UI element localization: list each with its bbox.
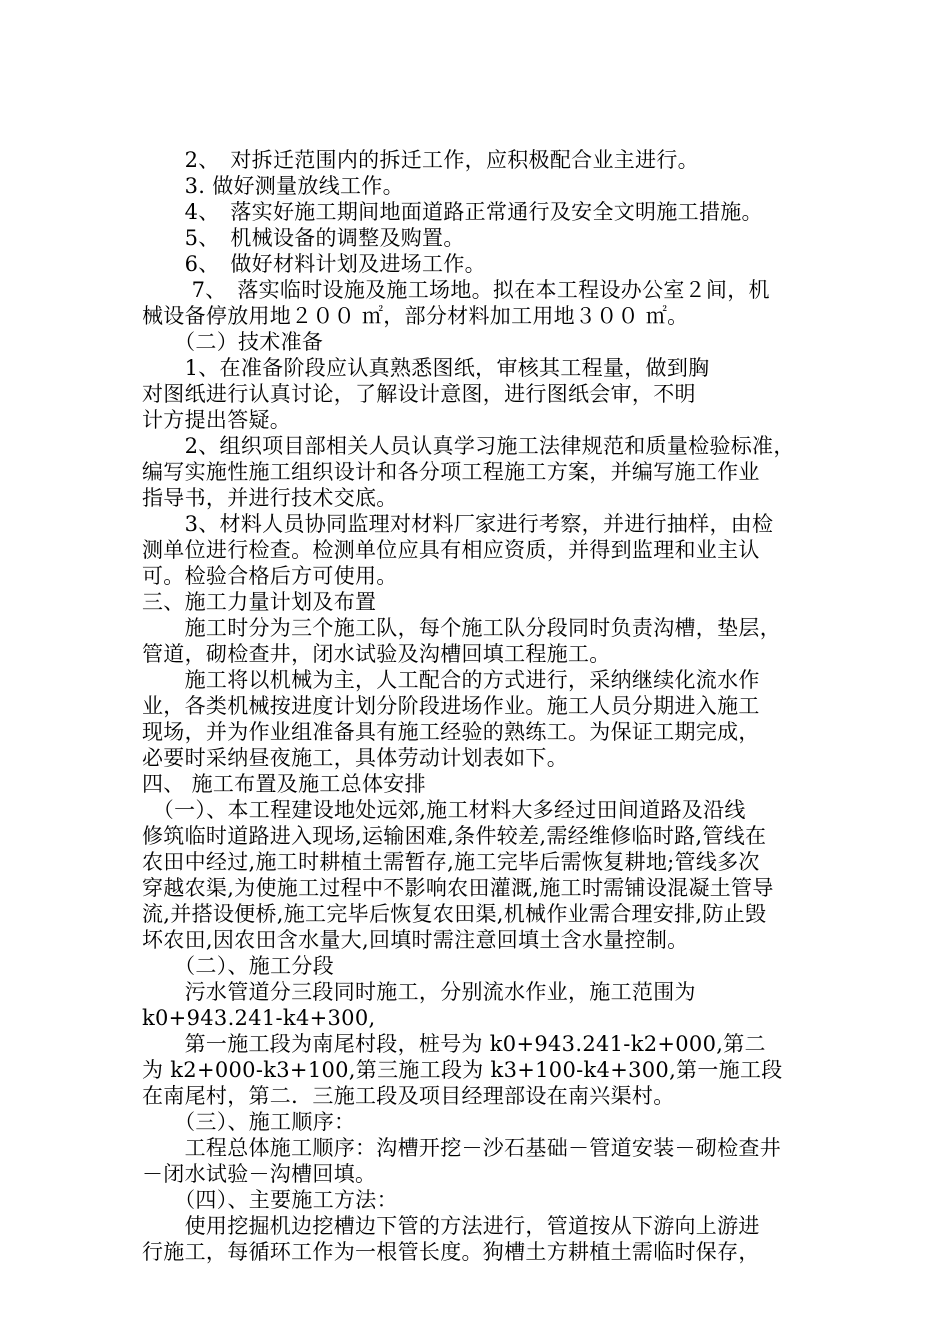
text-line: 2、组织项目部相关人员认真学习施工法律规范和质量检验标准，: [142, 434, 795, 458]
text-line: 穿越农渠,为使施工过程中不影响农田灌溉,施工时需铺设混凝土管导: [142, 876, 774, 900]
text-line: 修筑临时道路进入现场,运输困难,条件较差,需经维修临时路,管线在: [142, 824, 767, 848]
text-line: 2、 对拆迁范围内的拆迁工作，应积极配合业主进行。: [142, 148, 699, 172]
text-line: 测单位进行检查。检测单位应具有相应资质，并得到监理和业主认: [142, 538, 760, 562]
text-line: （一）、本工程建设地处远郊,施工材料大多经过田间道路及沿线: [142, 798, 746, 822]
text-line: 行施工，每循环工作为一根管长度。狗槽土方耕植土需临时保存，: [142, 1240, 760, 1264]
text-line: 业，各类机械按进度计划分阶段进场作业。施工人员分期进入施工: [142, 694, 760, 718]
text-line: 械设备停放用地２００ ㎡，部分材料加工用地３００ ㎡。: [142, 304, 689, 328]
text-line: 7、 落实临时设施及施工场地。拟在本工程设办公室２间，机: [142, 278, 770, 302]
text-line: 6、 做好材料计划及进场工作。: [142, 252, 486, 276]
section-heading: （二）技术准备: [142, 330, 324, 354]
text-line: 管道，砌检查井，闭水试验及沟槽回填工程施工。: [142, 642, 611, 666]
text-line: 编写实施性施工组织设计和各分项工程施工方案，并编写施工作业: [142, 460, 760, 484]
text-line: 对图纸进行认真讨论，了解设计意图，进行图纸会审，不明: [142, 382, 696, 406]
text-line: 1、在准备阶段应认真熟悉图纸，审核其工程量，做到胸: [142, 356, 710, 380]
section-heading: 四、 施工布置及施工总体安排: [142, 772, 426, 796]
text-line: 3、材料人员协同监理对材料厂家进行考察，并进行抽样，由检: [142, 512, 774, 536]
text-line: 4、 落实好施工期间地面道路正常通行及安全文明施工措施。: [142, 200, 763, 224]
text-line: －闭水试验－沟槽回填。: [142, 1162, 377, 1186]
text-line: 使用挖掘机边挖槽边下管的方法进行，管道按从下游向上游进: [142, 1214, 760, 1238]
text-line: 为 k2+000-k3+100,第三施工段为 k3+100-k4+300,第一施工段: [142, 1058, 783, 1082]
text-line: k0+943.241-k4+300,: [142, 1006, 376, 1030]
section-heading: 三、施工力量计划及布置: [142, 590, 377, 614]
text-line: 施工时分为三个施工队，每个施工队分段同时负责沟槽，垫层，: [142, 616, 781, 640]
text-line: 坏农田,因农田含水量大,回填时需注意回填土含水量控制。: [142, 928, 689, 952]
text-line: 指导书，并进行技术交底。: [142, 486, 398, 510]
text-line: 必要时采纳昼夜施工，具体劳动计划表如下。: [142, 746, 568, 770]
section-heading: （二）、施工分段: [142, 954, 334, 978]
text-line: 流,并搭设便桥,施工完毕后恢复农田渠,机械作业需合理安排,防止毁: [142, 902, 767, 926]
text-line: 5、 机械设备的调整及购置。: [142, 226, 465, 250]
text-line: 可。检验合格后方可使用。: [142, 564, 398, 588]
text-line: 在南尾村，第二．三施工段及项目经理部设在南兴渠村。: [142, 1084, 675, 1108]
section-heading: （三）、施工顺序：: [142, 1110, 356, 1134]
text-line: 3. 做好测量放线工作。: [142, 174, 404, 198]
text-line: 第一施工段为南尾村段，桩号为 k0+943.241-k2+000,第二: [142, 1032, 766, 1056]
text-line: 施工将以机械为主，人工配合的方式进行，采纳继续化流水作: [142, 668, 760, 692]
text-line: 污水管道分三段同时施工，分别流水作业，施工范围为: [142, 980, 696, 1004]
text-line: 现场，并为作业组准备具有施工经验的熟练工。为保证工期完成，: [142, 720, 760, 744]
section-heading: （四）、主要施工方法：: [142, 1188, 398, 1212]
text-line: 计方提出答疑。: [142, 408, 292, 432]
text-line: 农田中经过,施工时耕植土需暂存,施工完毕后需恢复耕地;管线多次: [142, 850, 760, 874]
text-line: 工程总体施工顺序：沟槽开挖－沙石基础－管道安装－砌检查井: [142, 1136, 781, 1160]
